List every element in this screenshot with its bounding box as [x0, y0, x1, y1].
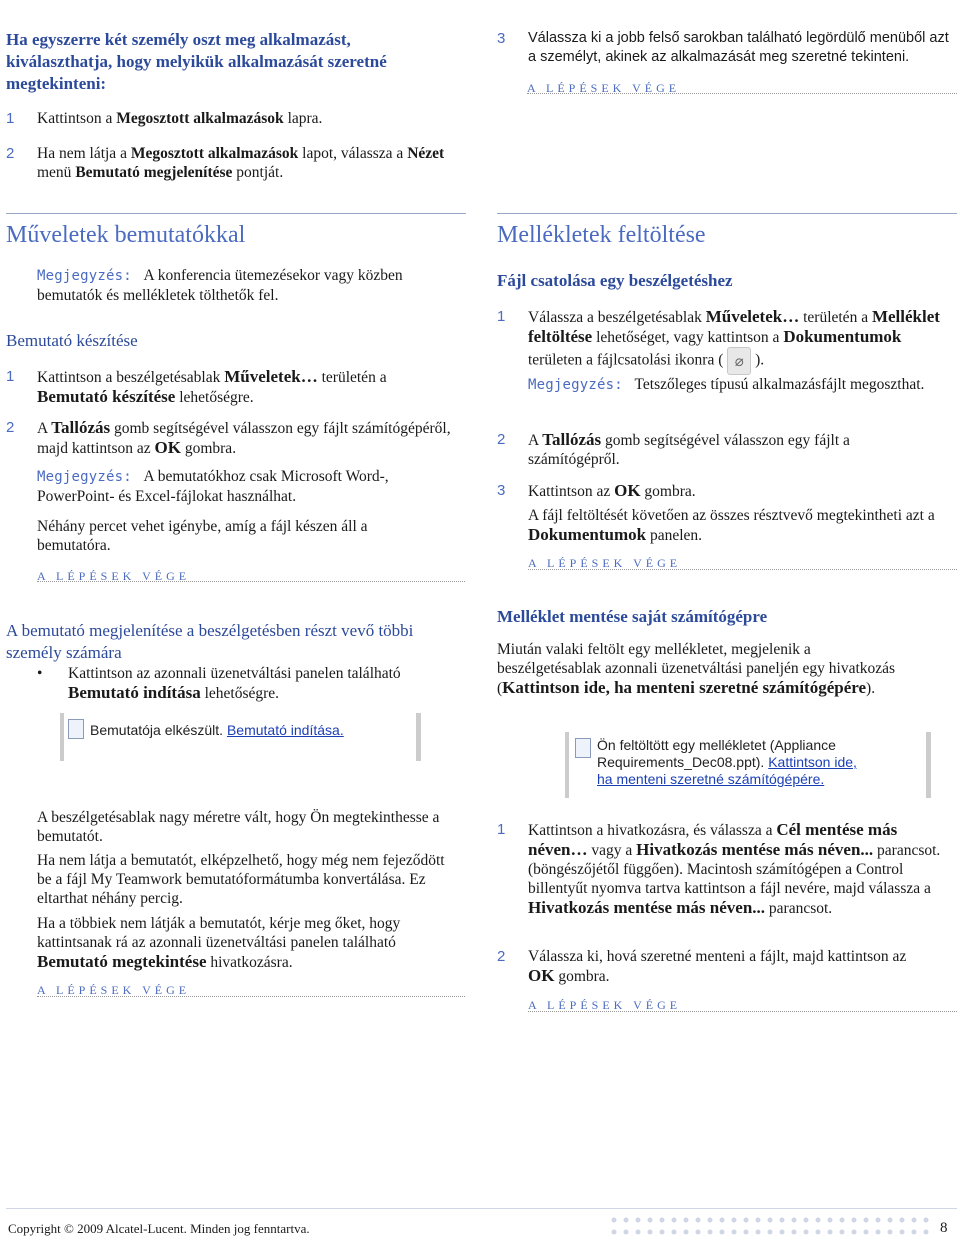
- step-2: 2 Válassza ki, hová szeretné menteni a fájlt, majd kattintson az OK gombra.: [497, 948, 907, 985]
- paperclip-icon[interactable]: ⌀: [727, 347, 751, 375]
- step-2: 2 A Tallózás gomb segítségével válasszon egy fájlt a számítógépről.: [497, 430, 850, 468]
- section-rule: [497, 213, 957, 214]
- divider: [37, 581, 465, 582]
- paragraph: Miután valaki feltölt egy mellékletet, megjelenik a beszélgetésablak azonnali üzenetváltási paneljén egy hivatkozás (Kattintson ide, ha menteni szeretné számítógépére).: [497, 641, 896, 697]
- step-1: 1 Kattintson a Megosztott alkalmazások lapra.: [6, 110, 323, 127]
- divider: [37, 996, 465, 997]
- paragraph: A beszélgetésablak nagy méretre vált, hogy Ön megtekinthesse a bemutatót.: [37, 809, 440, 845]
- divider: [528, 569, 957, 570]
- screenshot-presentation-ready: [60, 713, 421, 761]
- section-title-presenters: Műveletek bemutatókkal: [6, 222, 246, 248]
- step-1: 1 Kattintson a hivatkozásra, és válassza a Cél mentése más néven… vagy a Hivatkozás mentése más néven... parancsot. (böngészőjétől függően). Macintosh számítógépen a Control billentyűt nyomva tartva kattintson a fájl nevére, majd válassza a Hivatkozás mentése más néven... parancsot.: [497, 820, 941, 917]
- footer-dots-decoration: [610, 1215, 930, 1237]
- document-icon: [68, 719, 84, 739]
- subheading-attach: Fájl csatolása egy beszélgetéshez: [497, 271, 733, 290]
- steps-end-label: A LÉPÉSEK VÉGE: [528, 556, 682, 570]
- step-1: 1 Kattintson a beszélgetésablak Műveletek… területén a Bemutató készítése lehetőségre.: [6, 367, 387, 406]
- subheading-create: Bemutató készítése: [6, 331, 138, 350]
- divider: [527, 93, 957, 94]
- section-rule: [6, 213, 466, 214]
- paragraph: A fájl feltöltését követően az összes résztvevő megtekintheti azt a Dokumentumok panelen.: [528, 507, 935, 544]
- steps-end-label: A LÉPÉSEK VÉGE: [37, 983, 191, 997]
- step-2: 2 Ha nem látja a Megosztott alkalmazások lapot, válassza a Nézet menü Bemutató megjelenítése pontját.: [6, 145, 445, 181]
- start-presentation-link[interactable]: Bemutató indítása.: [226, 722, 344, 738]
- subheading-save: Melléklet mentése saját számítógépre: [497, 607, 768, 626]
- upload-status-line: Ön feltöltött egy mellékletet (Appliance: [597, 737, 836, 753]
- steps-end-label: A LÉPÉSEK VÉGE: [528, 998, 682, 1012]
- copyright: Copyright © 2009 Alcatel-Lucent. Minden jog fenntartva.: [8, 1221, 310, 1236]
- document-icon: [575, 738, 591, 758]
- paragraph: Ha a többiek nem látják a bemutatót, kérje meg őket, hogy kattintsanak rá az azonnali üzenetváltási panelen található Bemutató megtekintése hivatkozásra.: [37, 915, 401, 971]
- save-link[interactable]: Kattintson ide,: [768, 754, 857, 770]
- paragraph: Ha nem látja a bemutatót, elképzelhető, hogy még nem fejeződött be a fájl My Teamwork bemutatóformátumba konvertálása. Ez eltarthat néhány percig.: [37, 852, 445, 907]
- multi-share-heading: Ha egyszerre két személy oszt meg alkalmazást, kiválaszthatja, hogy melyikük alkalmazását szeretné megtekinteni:: [6, 30, 387, 93]
- note: Megjegyzés: Tetszőleges típusú alkalmazásfájlt megoszthat.: [528, 376, 925, 393]
- bullet-item: • Kattintson az azonnali üzenetváltási panelen található Bemutató indítása lehetőségre.: [37, 665, 401, 702]
- step-3: 3 Válassza ki a jobb felső sarokban található legördülő menüből azt a személyt, akinek az alkalmazását meg szeretné tekinteni.: [497, 30, 949, 65]
- step-1: 1 Válassza a beszélgetésablak Műveletek… területén a Melléklet feltöltése lehetőséget, vagy kattintson a Dokumentumok területen a fájlcsatolási ikonra ( ⌀ ).: [497, 307, 952, 375]
- top-left-block: [6, 29, 461, 95]
- step-2: 2 A Tallózás gomb segítségével válasszon egy fájlt számítógépéről, majd kattintson az OK gombra.: [6, 418, 451, 457]
- note: Megjegyzés: A bemutatókhoz csak Microsoft Word-, PowerPoint- és Excel-fájlokat használhat.: [37, 468, 389, 505]
- step-3: 3 Kattintson az OK gombra.: [497, 481, 696, 500]
- step-number: 3: [497, 30, 506, 47]
- steps-end-label: A LÉPÉSEK VÉGE: [527, 81, 681, 95]
- divider: [528, 1011, 957, 1012]
- footer-rule: [6, 1208, 957, 1209]
- bullet-icon: •: [37, 665, 43, 682]
- section-title-attachments: Mellékletek feltöltése: [497, 222, 706, 248]
- step-number: 2: [6, 145, 15, 162]
- subheading-show: A bemutató megjelenítése a beszélgetésben részt vevő többi személy számára: [6, 621, 414, 662]
- status-text: Bemutatója elkészült.: [90, 722, 227, 738]
- page-number: 8: [940, 1220, 948, 1236]
- paragraph: Néhány percet vehet igénybe, amíg a fájl készen áll a bemutatóra.: [37, 518, 368, 554]
- steps-end-label: A LÉPÉSEK VÉGE: [37, 569, 191, 583]
- note: Megjegyzés: A konferencia ütemezésekor vagy közben bemutatók és mellékletek tölthetők fel.: [37, 267, 403, 304]
- step-number: 1: [6, 110, 15, 127]
- save-link-continued[interactable]: ha menteni szeretné számítógépére.: [597, 771, 825, 787]
- screenshot-attachment-uploaded: Ön feltöltött egy mellékletet (Appliance Requirements_Dec08.ppt). Kattintson ide, ha menteni szeretné számítógépére.: [565, 732, 931, 798]
